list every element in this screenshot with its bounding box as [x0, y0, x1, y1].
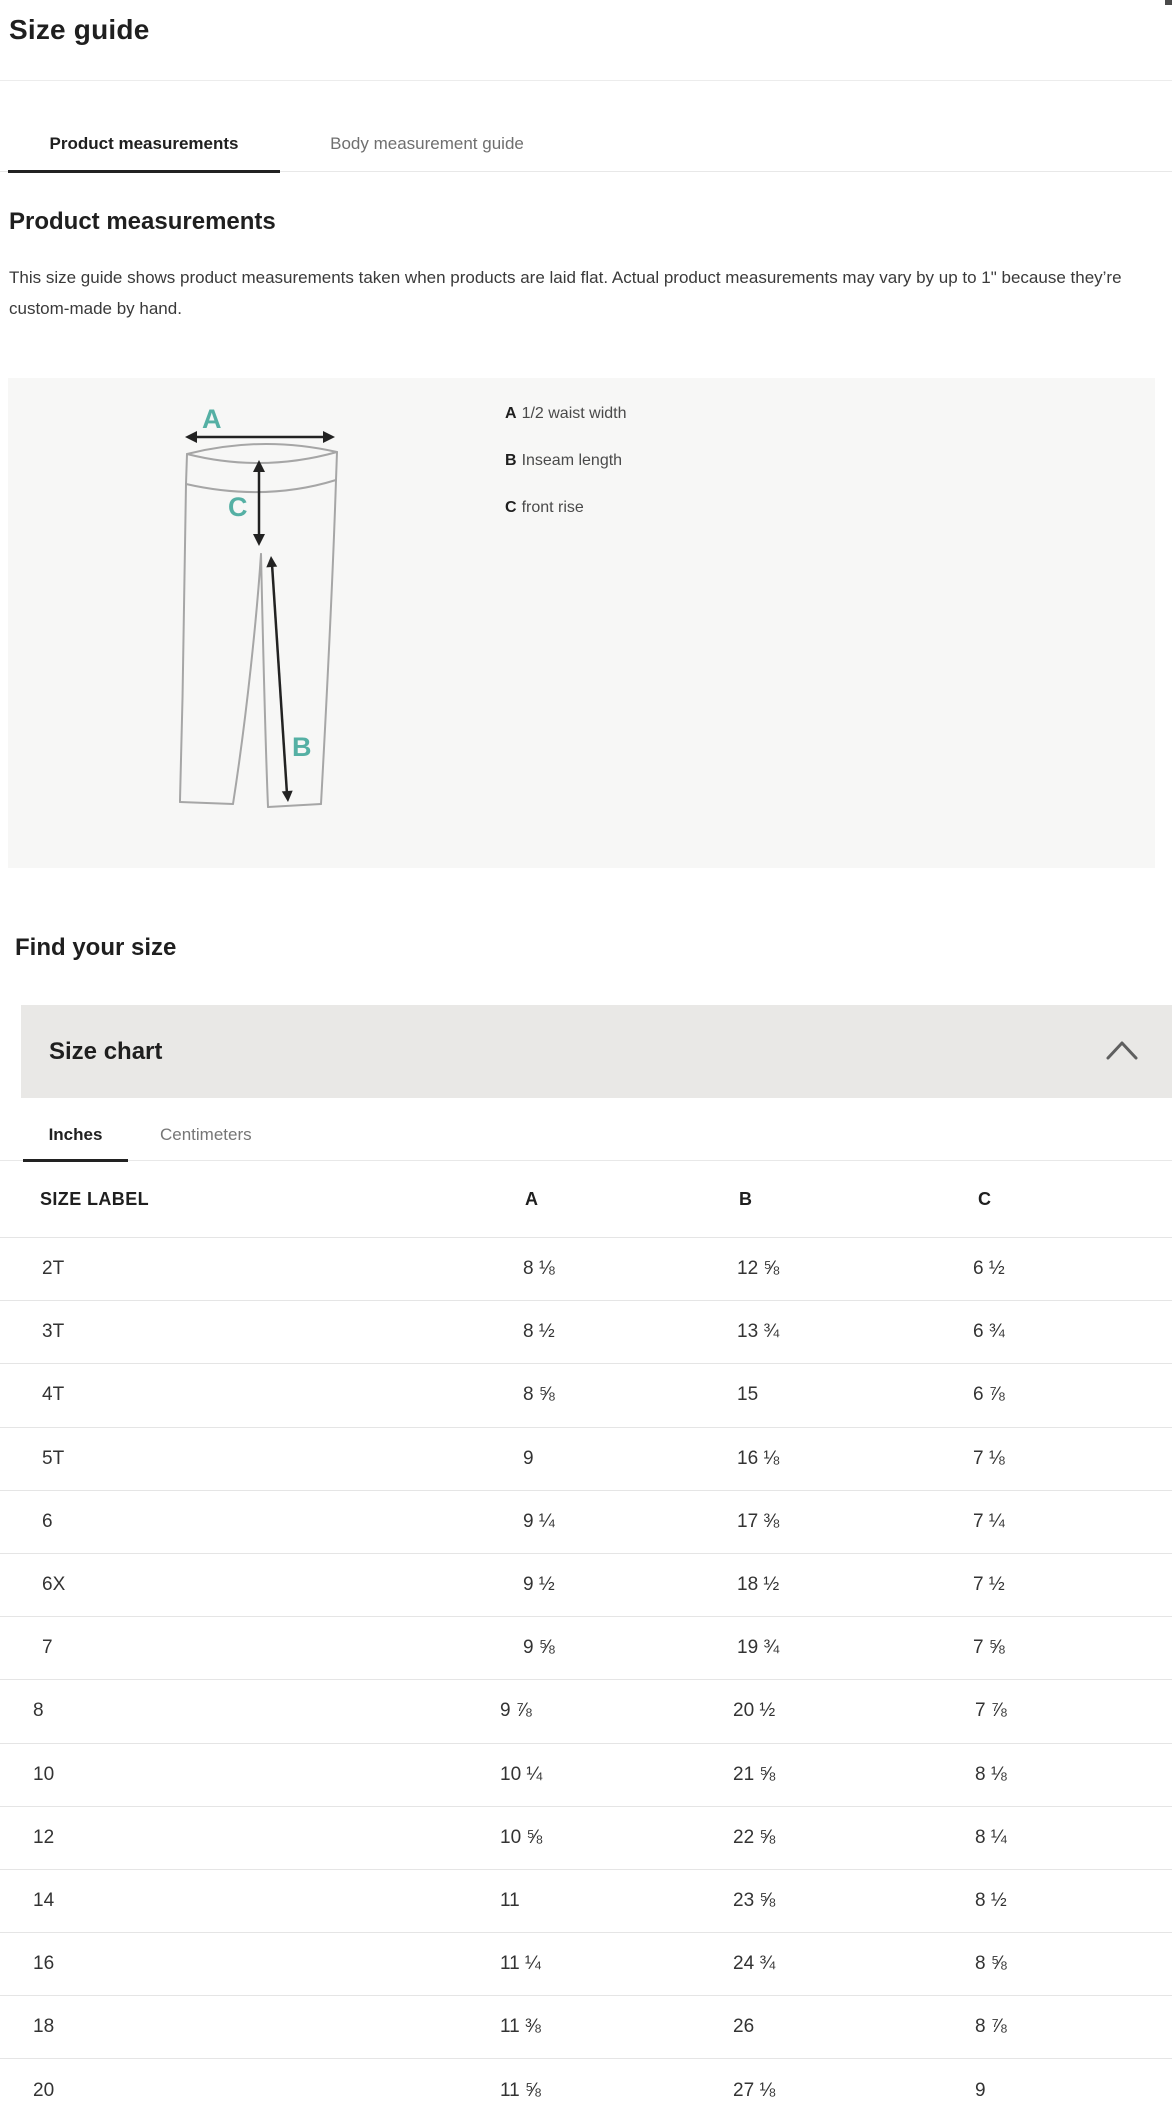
measurement-cell: 12 ⅝: [737, 1258, 780, 1280]
table-row: [0, 1364, 1172, 1427]
measurement-cell: 8 ½: [975, 1889, 1007, 1911]
column-header-b: B: [739, 1188, 753, 1209]
tab-label: Centimeters: [160, 1125, 252, 1144]
size-chart-accordion-toggle[interactable]: [21, 1005, 1172, 1098]
size-label-cell: 18: [33, 2016, 55, 2038]
diagram-letter-b: B: [292, 732, 312, 762]
legend-label: Inseam length: [521, 452, 623, 469]
table-row: [0, 1807, 1172, 1870]
measurement-diagram-panel: [8, 378, 1155, 868]
size-label-cell: 4T: [42, 1384, 65, 1406]
tab-centimeters[interactable]: [128, 1110, 284, 1160]
measurement-cell: 7 ½: [973, 1574, 1005, 1596]
measurement-cell: 9: [975, 2079, 986, 2101]
table-row: [0, 1870, 1172, 1933]
legend-key: A: [505, 405, 517, 422]
table-row: [0, 1491, 1172, 1554]
table-row: [0, 1680, 1172, 1743]
measurement-cell: 8 ½: [523, 1321, 555, 1343]
measurement-cell: 8 ¼: [975, 1826, 1007, 1848]
size-label-cell: 16: [33, 1953, 55, 1975]
measurement-cell: 22 ⅝: [733, 1826, 776, 1848]
measurement-cell: 16 ⅛: [737, 1447, 780, 1469]
measurement-cell: 9 ¼: [523, 1510, 555, 1532]
measurement-cell: 11: [500, 1889, 520, 1911]
column-header-size-label: SIZE LABEL: [40, 1188, 150, 1209]
size-label-cell: 5T: [42, 1447, 65, 1469]
diagram-legend: [505, 404, 627, 545]
size-label-cell: 14: [33, 1889, 55, 1911]
tab-product-measurements[interactable]: [8, 117, 280, 171]
table-row: [0, 1554, 1172, 1617]
measurement-cell: 7 ⅛: [973, 1447, 1005, 1469]
table-row: [0, 1744, 1172, 1807]
tab-body-measurement-guide[interactable]: [280, 117, 574, 171]
section-heading: Product measurements: [9, 208, 276, 235]
measurement-cell: 9: [523, 1447, 534, 1469]
table-row: [0, 1617, 1172, 1680]
table-row: [0, 2059, 1172, 2119]
measurement-cell: 8 ⅝: [523, 1384, 555, 1406]
size-label-cell: 10: [33, 1763, 55, 1785]
table-row: [0, 1933, 1172, 1996]
measurement-cell: 15: [737, 1384, 759, 1406]
chevron-up-icon[interactable]: [1104, 1038, 1140, 1064]
legend-key: C: [505, 499, 517, 516]
measurement-cell: 8 ⅝: [975, 1953, 1007, 1975]
main-tab-bar: [0, 117, 1172, 172]
measurement-cell: 9 ⅝: [523, 1637, 555, 1659]
measurement-cell: 13 ¾: [737, 1321, 780, 1343]
legend-label: front rise: [521, 499, 584, 516]
legend-item: [505, 451, 627, 471]
measurement-cell: 18 ½: [737, 1574, 780, 1596]
measurement-cell: 26: [733, 2016, 755, 2038]
measurement-cell: 8 ⅛: [523, 1258, 555, 1280]
column-header-c: C: [978, 1188, 992, 1209]
legend-key: B: [505, 452, 517, 469]
measurement-cell: 7 ⅝: [973, 1637, 1005, 1659]
tab-label: Body measurement guide: [330, 134, 524, 153]
measurement-cell: 23 ⅝: [733, 1889, 776, 1911]
measurement-cell: 7 ⅞: [975, 1700, 1007, 1722]
measurement-cell: 17 ⅜: [737, 1510, 780, 1532]
measurement-cell: 10 ⅝: [500, 1826, 543, 1848]
measurement-cell: 8 ⅞: [975, 2016, 1007, 2038]
title-divider: [0, 80, 1172, 81]
size-label-cell: 8: [33, 1700, 44, 1722]
tab-inches[interactable]: [23, 1110, 128, 1160]
legend-label: 1/2 waist width: [521, 405, 627, 422]
table-row: [0, 1428, 1172, 1491]
diagram-letter-c: C: [228, 492, 248, 522]
table-header-row: [0, 1161, 1172, 1238]
size-chart-title: Size chart: [49, 1037, 163, 1065]
size-label-cell: 7: [42, 1637, 53, 1659]
table-row: [0, 1996, 1172, 2059]
measurement-cell: 21 ⅝: [733, 1763, 776, 1785]
measurement-cell: 9 ½: [523, 1574, 555, 1596]
legend-item: [505, 498, 627, 518]
measurement-cell: 24 ¾: [733, 1953, 776, 1975]
column-header-a: A: [525, 1188, 539, 1209]
table-row: [0, 1238, 1172, 1301]
size-chart-table: [0, 1161, 1172, 2119]
size-label-cell: 6: [42, 1510, 53, 1532]
measurement-cell: 8 ⅛: [975, 1763, 1007, 1785]
measurement-cell: 20 ½: [733, 1700, 776, 1722]
measurement-cell: 11 ⅝: [500, 2079, 541, 2101]
pants-diagram: [175, 404, 350, 844]
measurement-cell: 19 ¾: [737, 1637, 780, 1659]
measurement-cell: 11 ¼: [500, 1953, 541, 1975]
tab-label: Inches: [48, 1125, 103, 1144]
size-label-cell: 12: [33, 1826, 55, 1848]
diagram-letter-a: A: [202, 404, 222, 434]
measurement-cell: 9 ⅞: [500, 1700, 532, 1722]
measurement-cell: 7 ¼: [973, 1510, 1005, 1532]
tab-label: Product measurements: [49, 134, 239, 153]
page-title: Size guide: [9, 14, 150, 45]
measurement-cell: 6 ⅞: [973, 1384, 1005, 1406]
section-description: This size guide shows product measurements taken when products are laid flat. Actual product measurements may vary by up to 1" because they’re custom-made by hand.: [9, 268, 1122, 318]
size-label-cell: 20: [33, 2079, 55, 2101]
measurement-cell: 11 ⅜: [500, 2016, 541, 2038]
size-label-cell: 3T: [42, 1321, 65, 1343]
unit-tab-bar: [0, 1110, 1172, 1161]
window-artifact: [1165, 0, 1172, 5]
find-your-size-heading: Find your size: [15, 934, 177, 961]
size-label-cell: 6X: [42, 1574, 66, 1596]
size-label-cell: 2T: [42, 1258, 65, 1280]
table-row: [0, 1301, 1172, 1364]
measurement-cell: 6 ½: [973, 1258, 1005, 1280]
legend-item: [505, 404, 627, 424]
measurement-cell: 10 ¼: [500, 1763, 543, 1785]
measurement-cell: 27 ⅛: [733, 2079, 776, 2101]
size-table-body: [0, 1238, 1172, 2119]
measurement-cell: 6 ¾: [973, 1321, 1005, 1343]
